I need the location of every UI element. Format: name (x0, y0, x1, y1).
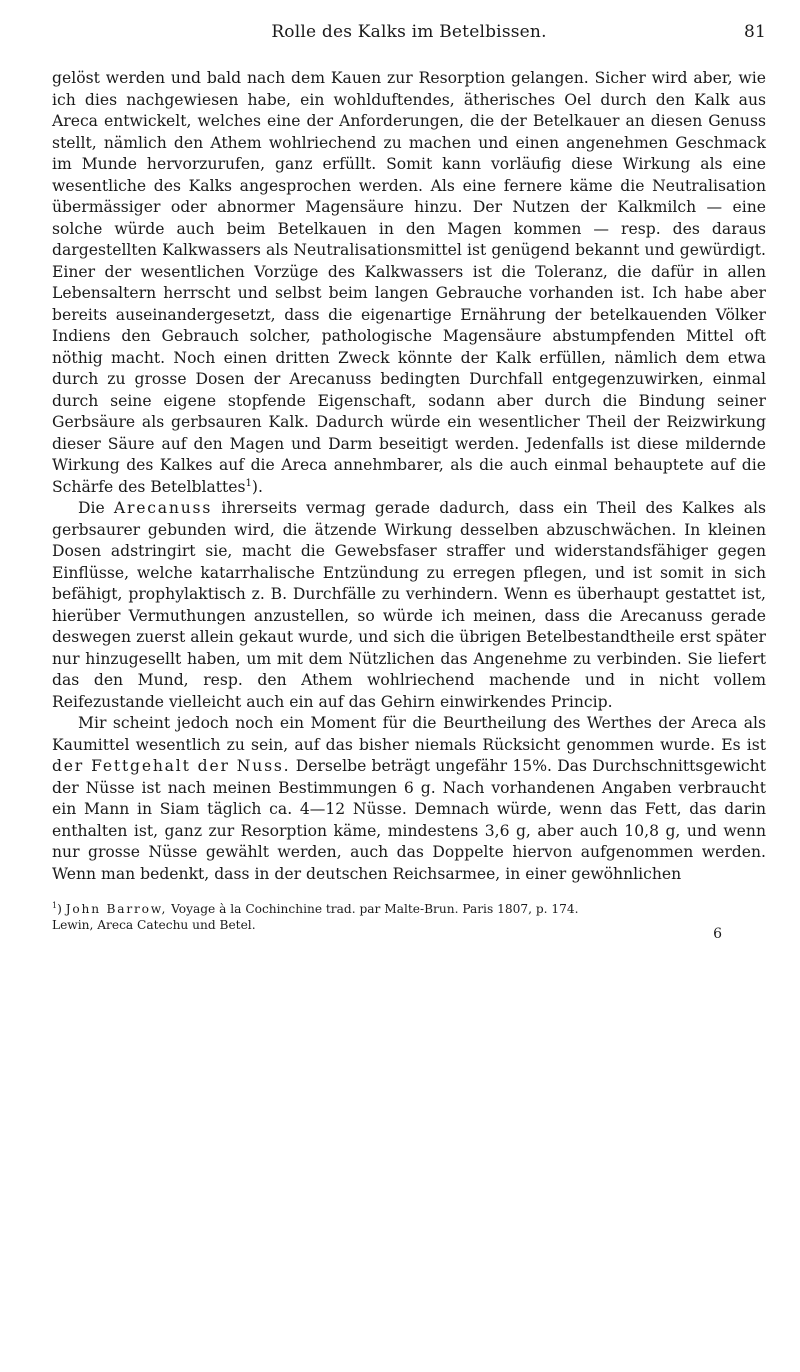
sheet-number: 6 (713, 926, 722, 942)
paragraph-3 (52, 713, 766, 885)
paragraph-1-end: ). (251, 477, 263, 496)
footnote-citation: Voyage à la Cochinchine trad. par Malte-Brun. Paris 1807, p. 174. (171, 902, 579, 916)
running-title: Rolle des Kalks im Betelbissen. (271, 22, 547, 42)
body-text (52, 68, 766, 885)
signature-text: Lewin, Areca Catechu und Betel. (52, 918, 256, 932)
footnote-reference: 1 (245, 477, 252, 489)
paragraph-2-lead: Die (78, 499, 105, 517)
page-header (52, 18, 766, 48)
paragraph-1 (52, 68, 766, 498)
footnote (52, 901, 766, 918)
emphasis-arecanuss: Arecanuss (113, 499, 213, 517)
paragraph-1-text: gelöst werden und bald nach dem Kauen zur Resorption gelangen. Sicher wird aber, wie ich dies nachgewiesen habe, ein wohlduftendes, ätherisches Oel durch den Kalk aus Areca entwickelt, welches eine der Anforderungen, die der Betelkauer an diesen Genuss stellt, nämlich den Athem wohlriechend zu machen und einen angenehmen Geschmack im Munde hervorzurufen, ganz erfüllt. Somit kann vorläufig diese Wirkung als eine wesentliche des Kalks angesprochen werden. Als eine fernere käme die Neutralisation übermässiger oder abnormer Magensäure hinzu. Der Nutzen der Kalkmilch — eine solche würde auch beim Betelkauen in den Magen kommen — resp. des daraus dargestellten Kalkwassers als Neutralisationsmittel ist genügend bekannt und gewürdigt. Einer der wesentlichen Vorzüge des Kalkwassers ist die Toleranz, die dafür in allen Lebensaltern herrscht und selbst beim langen Gebrauche vorhanden ist. Ich habe aber bereits auseinandergesetzt, dass die eigenartige Ernährung der betelkauenden Völker Indiens den Gebrauch solcher, pathologische Magensäure abstumpfenden Mittel oft nöthig macht. Noch einen dritten Zweck könnte der Kalk erfüllen, nämlich dem etwa durch zu grosse Dosen der Arecanuss bedingten Durchfall entgegenzuwirken, einmal durch seine eigene stopfende Eigenschaft, sodann aber durch die Bindung seiner Gerbsäure als gerbsauren Kalk. Dadurch würde ein wesentlicher Theil der Reizwirkung dieser Säure auf den Magen und Darm beseitigt werden. Jedenfalls ist diese mildernde Wirkung des Kalkes auf die Areca annehmbarer, als die auch einmal behauptete auf die Schärfe des Betelblattes (52, 69, 766, 496)
footnote-mark: 1 (52, 900, 58, 910)
paragraph-3-after: Derselbe beträgt ungefähr 15%. Das Durchschnittsgewicht der Nüsse ist nach meinen Bestimmungen 6 g. Nach vorhandenen Angaben verbraucht ein Mann in Siam täglich ca. 4—12 Nüsse. Demnach würde, wenn das Fett, das darin enthalten ist, ganz zur Resorption käme, mindestens 3,6 g, aber auch 10,8 g, und wenn nur grosse Nüsse gewählt werden, auch das Doppelte hiervon aufgenommen werden. Wenn man bedenkt, dass in der deutschen Reichsarmee, in einer gewöhnlichen (52, 757, 766, 883)
footnote-author: John Barrow, (65, 902, 168, 916)
paragraph-2 (52, 498, 766, 713)
book-page (52, 18, 766, 940)
emphasis-fettgehalt: der Fettgehalt der Nuss. (52, 757, 291, 775)
footnote-text (52, 901, 766, 918)
paragraph-2-text: ihrerseits vermag gerade dadurch, dass ein Theil des Kalkes als gerbsaurer gebunden wird, die ätzende Wirkung desselben abzuschwächen. In kleinen Dosen adstringirt sie, macht die Gewebsfaser straffer und widerstandsfähiger gegen Einflüsse, welche katarrhalische Entzündung zu erregen pflegen, und ist somit in sich befähigt, prophylaktisch z. B. Durchfälle zu verhindern. Wenn es überhaupt gestattet ist, hierüber Vermuthungen anzustellen, so würde ich meinen, dass die Arecanuss gerade deswegen zuerst allein gekaut wurde, und sich die übrigen Betelbestandtheile erst später nur hinzugesellt haben, um mit dem Nützlichen das Angenehme zu verbinden. Sie liefert das den Mund, resp. den Athem wohlriechend machende und in nicht vollem Reifezustande vielleicht auch ein auf das Gehirn einwirkendes Princip. (52, 499, 766, 711)
signature-line (52, 918, 766, 940)
page-number: 81 (743, 22, 766, 42)
footnote-paren: ) (57, 902, 62, 916)
paragraph-3-before: Mir scheint jedoch noch ein Moment für die Beurtheilung des Werthes der Areca als Kaumittel wesentlich zu sein, auf das bisher niemals Rücksicht genommen wurde. Es ist (52, 714, 766, 754)
